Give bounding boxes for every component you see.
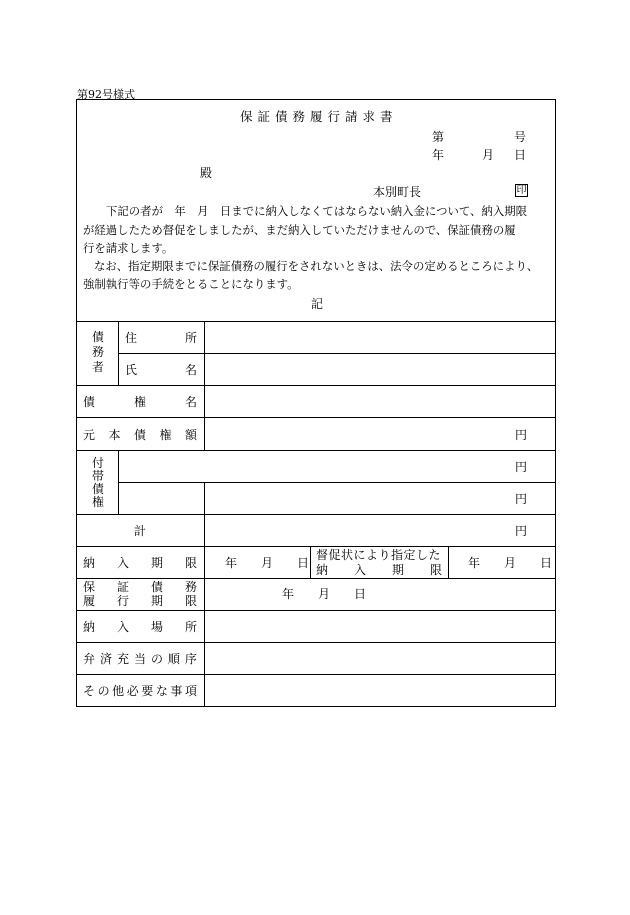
debtor-label: 債務者 xyxy=(91,330,104,374)
notice-year: 年 xyxy=(468,556,481,570)
header-month: 月 xyxy=(482,148,495,162)
para1-line1: 下記の者が 年 月 日までに納入しなくてはならない納入金について、納入期限 xyxy=(106,204,527,218)
notice-due-label-2: 納 入 期 限 xyxy=(316,563,442,577)
place-input[interactable] xyxy=(208,614,552,640)
due-day: 日 xyxy=(297,556,310,570)
incidental-input-1[interactable] xyxy=(122,454,508,480)
header-day: 日 xyxy=(514,148,527,162)
body-paragraph xyxy=(83,202,553,294)
header-year: 年 xyxy=(432,148,445,162)
name-label: 氏 名 xyxy=(125,363,197,377)
due-year: 年 xyxy=(225,556,238,570)
incidental-yen-2: 円 xyxy=(515,492,528,506)
incidental-type-input[interactable] xyxy=(122,486,200,512)
principal-yen: 円 xyxy=(515,428,528,442)
name-input[interactable] xyxy=(208,357,552,383)
seal-mark: 印 xyxy=(516,185,527,196)
number-field[interactable] xyxy=(447,129,511,143)
other-input[interactable] xyxy=(208,678,552,704)
guarantee-month: 月 xyxy=(318,587,331,601)
other-label: そ の 他 必 要 な 事 項 xyxy=(83,684,197,698)
ki-mark: 記 xyxy=(311,297,324,311)
address-input[interactable] xyxy=(208,325,552,351)
principal-input[interactable] xyxy=(208,421,508,447)
place-label: 納 入 場 所 xyxy=(83,620,197,634)
notice-month: 月 xyxy=(504,556,517,570)
principal-label: 元 本 債 権 額 xyxy=(83,428,197,442)
notice-due-label-1: 督促状により指定した xyxy=(316,548,442,562)
number-suffix: 号 xyxy=(514,130,527,144)
total-yen: 円 xyxy=(515,524,528,538)
para2-line2: 強制執行等の手続をとることになります。 xyxy=(83,277,299,291)
incidental-label: 付帯債権 xyxy=(91,456,104,509)
total-input[interactable] xyxy=(208,518,508,544)
guarantee-day: 日 xyxy=(354,587,367,601)
due-date-label: 納 入 期 限 xyxy=(83,556,197,570)
order-label: 弁 済 充 当 の 順 序 xyxy=(83,652,197,666)
guarantee-label-2: 履 行 期 限 xyxy=(83,594,197,608)
total-label: 計 xyxy=(134,524,147,538)
form-title: 保証債務履行請求書 xyxy=(240,109,398,124)
notice-day: 日 xyxy=(540,556,553,570)
para1-line3: 行を請求します。 xyxy=(83,241,174,255)
address-label: 住 所 xyxy=(125,331,197,345)
guarantee-label-1: 保 証 債 務 xyxy=(83,580,197,594)
incidental-yen-1: 円 xyxy=(515,460,528,474)
order-input[interactable] xyxy=(208,646,552,672)
claim-name-label: 債 権 名 xyxy=(83,395,197,409)
addressee-suffix: 殿 xyxy=(200,166,213,180)
para1-line2: が経過したため督促をしましたが、まだ納入していただけませんので、保証債務の履 xyxy=(83,222,516,237)
due-month: 月 xyxy=(261,556,274,570)
addressee-field[interactable] xyxy=(90,165,195,180)
incidental-input-2[interactable] xyxy=(208,486,508,512)
number-prefix: 第 xyxy=(432,130,445,144)
form-number: 第92号様式 xyxy=(77,88,135,101)
claim-name-input[interactable] xyxy=(208,389,552,415)
issuer: 本別町長 xyxy=(373,185,422,199)
para2-line1: なお、指定期限までに保証債務の履行をされないときは、法令の定めるところにより、 xyxy=(94,258,539,273)
guarantee-year: 年 xyxy=(282,587,295,601)
